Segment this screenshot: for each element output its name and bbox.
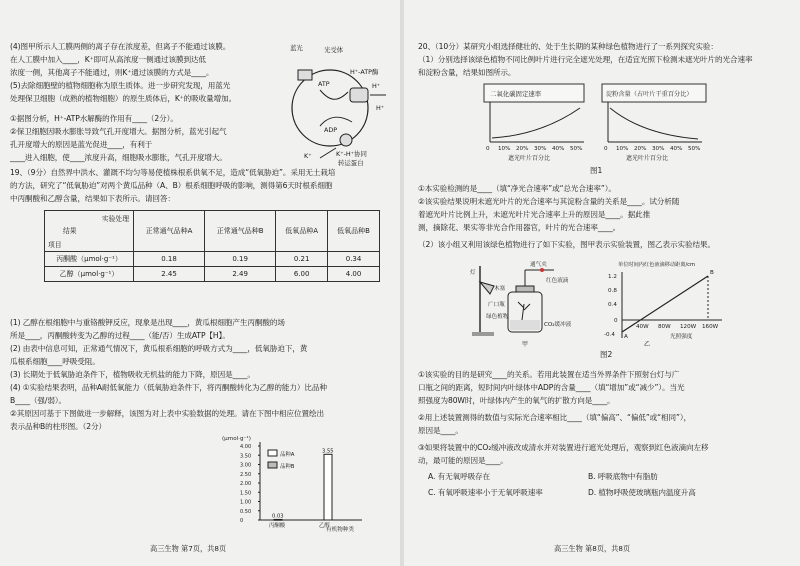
x-tick: 30% — [534, 146, 547, 152]
option-d: D. 植物呼吸使玻璃瓶内温度升高 — [588, 488, 696, 497]
text-line: 在人工膜中加入____，K⁺即可从高浓度一侧通过该膜到达低 — [10, 55, 206, 64]
y-tick: 0.4 — [608, 302, 617, 308]
results-table — [44, 210, 380, 282]
y-tick: 0 — [614, 318, 618, 324]
right-page — [404, 0, 800, 566]
panel-label: 甲 — [522, 341, 529, 348]
figure-caption: 图2 — [600, 350, 613, 359]
apparatus-label: 红色液滴 — [546, 278, 569, 284]
diagram-label: K⁺-H⁺协同 — [336, 150, 367, 158]
y-tick-label: 2.50 — [240, 471, 252, 478]
x-tick: 40% — [552, 146, 565, 152]
legend-swatch — [268, 450, 277, 456]
chart-xlabel: 有机物种类 — [326, 527, 354, 533]
apparatus-label: CO₂缓冲液 — [544, 322, 572, 328]
table-cell: 4.00 — [328, 267, 380, 282]
table-cell: 6.00 — [276, 267, 328, 282]
diagram-label: ATP — [318, 80, 330, 88]
table-corner-cell — [45, 211, 134, 252]
apparatus-diagram — [468, 262, 596, 348]
text-line: 所是____，丙酮酸转变为乙醇的过程____（能/否）生成ATP【H】。 — [10, 331, 230, 340]
text-line: ②保卫细胞因吸水膨胀导致气孔开度增大。据图分析，蓝光引起气 — [10, 127, 227, 136]
text-line: ②其原因可基于下图做进一步解释，该图为对上表中实验数据的处理。请在下图中相应位置绘出 — [10, 409, 324, 418]
guard-cell-diagram — [280, 40, 390, 167]
x-tick: 50% — [688, 146, 701, 152]
y-tick-label: 0.50 — [240, 508, 252, 515]
table-cell: 0.19 — [205, 252, 276, 267]
text-line: （2）该小组又利用该绿色植物进行了如下实验，图甲表示实验装置，图乙表示实验结果。 — [418, 240, 715, 249]
chart-title: 二氧化碳固定速率 — [490, 90, 542, 98]
point-label: B — [710, 270, 714, 276]
text-line: 口瓶之间的距离，短时间内叶绿体中ADP的含量____（填“增加”或“减少”）。当光 — [418, 383, 685, 392]
y-tick-label: 2.00 — [240, 481, 252, 487]
legend-swatch — [268, 462, 277, 468]
table-col-header: 正常通气品种A — [134, 211, 205, 252]
table-col-header: 低氧品种B — [328, 211, 380, 252]
text-line: ①本实验检测的是____（填“净光合速率”或“总光合速率”）。 — [418, 184, 616, 193]
legend-label: 品种A — [280, 452, 295, 458]
table-row-label: 乙醇（μmol·g⁻¹） — [45, 267, 134, 282]
table-header-top: 实验处理 — [101, 215, 129, 223]
x-tick: 80W — [658, 324, 671, 330]
text-line: ②用上述装置测得的数值与实际光合速率相比____（填“偏高”、“偏低”或“相同”）， — [418, 413, 692, 422]
text-line: 20、（10分）某研究小组选择健壮的、处于生长期的某种绿色植物进行了一系列探究实验： — [418, 42, 718, 51]
apparatus-label: 灯 — [470, 270, 476, 276]
text-line: 的方法，研究了“低氧胁迫”对两个黄瓜品种（A、B）根系细胞呼吸的影响，测得第6天时根系细胞 — [10, 181, 333, 190]
x-tick: 20% — [516, 146, 529, 152]
chart-xlabel: 遮光叶片百分比 — [508, 155, 551, 162]
x-tick: 40W — [636, 324, 649, 330]
text-line: 孔开度增大的原因是蓝光促进____，有利于 — [10, 140, 153, 149]
diagram-label: 转运蛋白 — [338, 159, 364, 167]
table-cell: 2.45 — [134, 267, 205, 282]
option-b: B. 呼吸底物中有脂肪 — [588, 472, 658, 481]
x-tick: 0 — [604, 146, 608, 152]
bar-value-label: 3.55 — [322, 448, 334, 455]
chart-xlabel: 光照强度 — [670, 334, 693, 340]
text-line: (4)图甲所示人工膜两侧的离子存在浓度差，但离子不能通过该膜。 — [10, 42, 231, 51]
text-line: ②该实验结果说明未遮光叶片的光合速率与其淀粉含量的关系是____。试分析随 — [418, 197, 680, 206]
text-line: ①据图分析，H⁺-ATP水解酶的作用有____（2分）。 — [10, 114, 178, 123]
diagram-label: H⁺ — [372, 82, 381, 90]
text-line: 照强度为80W时，叶绿体内产生的氧气的扩散方向是____。 — [418, 396, 615, 405]
chart-ylabel: 单位时间内红色液滴移动距离/cm — [618, 262, 696, 268]
category-label: 丙酮酸 — [269, 523, 286, 529]
text-line: 原因是____。 — [418, 426, 463, 435]
option-a: A. 有无氧呼吸存在 — [428, 472, 491, 481]
text-line: ③如果将装置中的CO₂缓冲液改成清水并对装置进行遮光处理后，观察到红色液滴向左移 — [418, 443, 709, 452]
y-tick-label: 3.00 — [240, 462, 252, 469]
line-chart-starch — [602, 84, 712, 164]
table-header-item: 项目 — [48, 241, 62, 249]
diagram-label: K⁺ — [304, 152, 312, 160]
table-cell: 0.18 — [134, 252, 205, 267]
text-line: (3) 长期处于低氧胁迫条件下，植物吸收无机盐的能力下降，原因是____。 — [10, 370, 255, 379]
bar-value-label: 0.03 — [272, 513, 284, 520]
text-line: B____（强/弱）。 — [10, 396, 67, 405]
option-c: C. 有氧呼吸速率小于无氧呼吸速率 — [428, 488, 543, 497]
table-cell: 0.21 — [276, 252, 328, 267]
apparatus-label: 广口瓶 — [488, 302, 505, 308]
apparatus-label: 通气夹 — [530, 262, 547, 268]
text-line: 测，摘除花、果实等非光合作用器官，叶片的光合速率____。 — [418, 223, 621, 232]
line-chart-co2 — [484, 84, 594, 164]
x-tick: 50% — [570, 146, 583, 152]
x-tick: 0 — [486, 146, 490, 152]
figure-caption: 图1 — [590, 166, 603, 175]
page-footer: 高三生物 第7页，共8页 — [150, 544, 227, 553]
table-cell: 2.49 — [205, 267, 276, 282]
text-line: (5)去除细胞壁的植物细胞称为原生质体。进一步研究发现，用蓝光 — [10, 81, 231, 90]
text-line: ____进入细胞，使____浓度升高，细胞吸水膨胀，气孔开度增大。 — [10, 153, 227, 162]
bar — [274, 519, 282, 520]
y-tick: 1.2 — [608, 274, 617, 280]
table-header-mid: 结果 — [63, 227, 77, 235]
table-row — [45, 252, 380, 267]
category-label: 乙醇 — [319, 523, 330, 529]
text-line: 19、（9分）自然界中洪水、灌溉不均匀等易使植株根系供氧不足，造成“低氧胁迫”。采用无土栽培 — [10, 168, 336, 177]
line-chart-light — [600, 262, 728, 348]
bar-chart — [222, 436, 370, 533]
diagram-label: H⁺-ATP酶 — [350, 68, 379, 76]
text-line: 瓜根系细胞____呼吸受阻。 — [10, 357, 100, 366]
y-tick-label: 1.00 — [240, 499, 252, 506]
x-tick: 30% — [652, 146, 665, 152]
table-col-header: 低氧品种A — [276, 211, 328, 252]
bar — [324, 454, 332, 520]
table-row — [45, 267, 380, 282]
x-tick: 20% — [634, 146, 647, 152]
panel-label: 乙 — [644, 341, 651, 348]
y-tick-label: 1.50 — [240, 490, 252, 497]
apparatus-label: 绿色植物 — [486, 314, 509, 320]
text-line: 着遮光叶片比例上升，未遮光叶片光合速率上升的原因是____。据此推 — [418, 210, 651, 219]
y-tick: 0.8 — [608, 288, 617, 294]
diagram-label: 光受体 — [324, 46, 344, 54]
diagram-label: ADP — [324, 126, 338, 134]
table-col-header: 正常通气品种B — [205, 211, 276, 252]
point-label: A — [624, 334, 628, 340]
table-row-label: 丙酮酸（μmol·g⁻¹） — [45, 252, 134, 267]
text-line: 和淀粉含量，结果如图所示。 — [418, 68, 516, 77]
text-line: 表示品种B的柱形图。（2分） — [10, 422, 106, 431]
x-tick: 120W — [680, 324, 697, 330]
chart-title: 淀粉含量（占叶片干重百分比） — [606, 91, 693, 98]
page-footer: 高三生物 第8页，共8页 — [554, 544, 631, 553]
x-tick: 10% — [498, 146, 511, 152]
text-line: (4) ①实验结果表明，品种A耐低氧能力（低氧胁迫条件下，将丙酮酸转化为乙醇的能力）比品种 — [10, 383, 327, 392]
text-line: (2) 由表中信息可知，正常通气情况下，黄瓜根系细胞的呼吸方式为____，低氧胁迫下，黄 — [10, 344, 308, 353]
y-tick-label: 4.00 — [240, 444, 252, 450]
y-tick-label: 0 — [240, 518, 244, 524]
apparatus-label: 木塞 — [494, 286, 506, 292]
diagram-label: 蓝光 — [290, 44, 303, 52]
text-line: 处理保卫细胞（成熟的植物细胞）的原生质体后，K⁺的吸收量增加。 — [10, 94, 237, 103]
legend-label: 品种B — [280, 464, 295, 470]
text-line: 动，最可能的原因是____。 — [418, 456, 508, 465]
chart-ylabel: (μmol·g⁻¹) — [222, 436, 251, 442]
x-tick: 160W — [702, 324, 719, 330]
table-cell: 0.34 — [328, 252, 380, 267]
diagram-label: H⁺ — [376, 104, 385, 112]
y-tick-label: 3.50 — [240, 453, 252, 460]
x-tick: 10% — [616, 146, 629, 152]
y-tick: -0.4 — [604, 332, 615, 338]
text-line: 浓度一侧，其他离子不能通过，则K⁺通过该膜的方式是____。 — [10, 68, 214, 77]
chart-xlabel: 遮光叶片百分比 — [626, 155, 669, 162]
text-line: (1) 乙醇在根细胞中与重铬酸钾反应，现象是出现____，黄瓜根细胞产生丙酮酸的场 — [10, 318, 285, 327]
text-line: ①该实验的目的是研究____的关系。若用此装置在适当外界条件下照射台灯与广 — [418, 370, 680, 379]
text-line: 中丙酮酸和乙醇含量，结果如下表所示。请回答： — [10, 194, 175, 203]
text-line: （1）分别选择该绿色植物不同比例叶片进行完全遮光处理，在适宜光照下检测未遮光叶片的光合速率 — [418, 55, 753, 64]
x-tick: 40% — [670, 146, 683, 152]
